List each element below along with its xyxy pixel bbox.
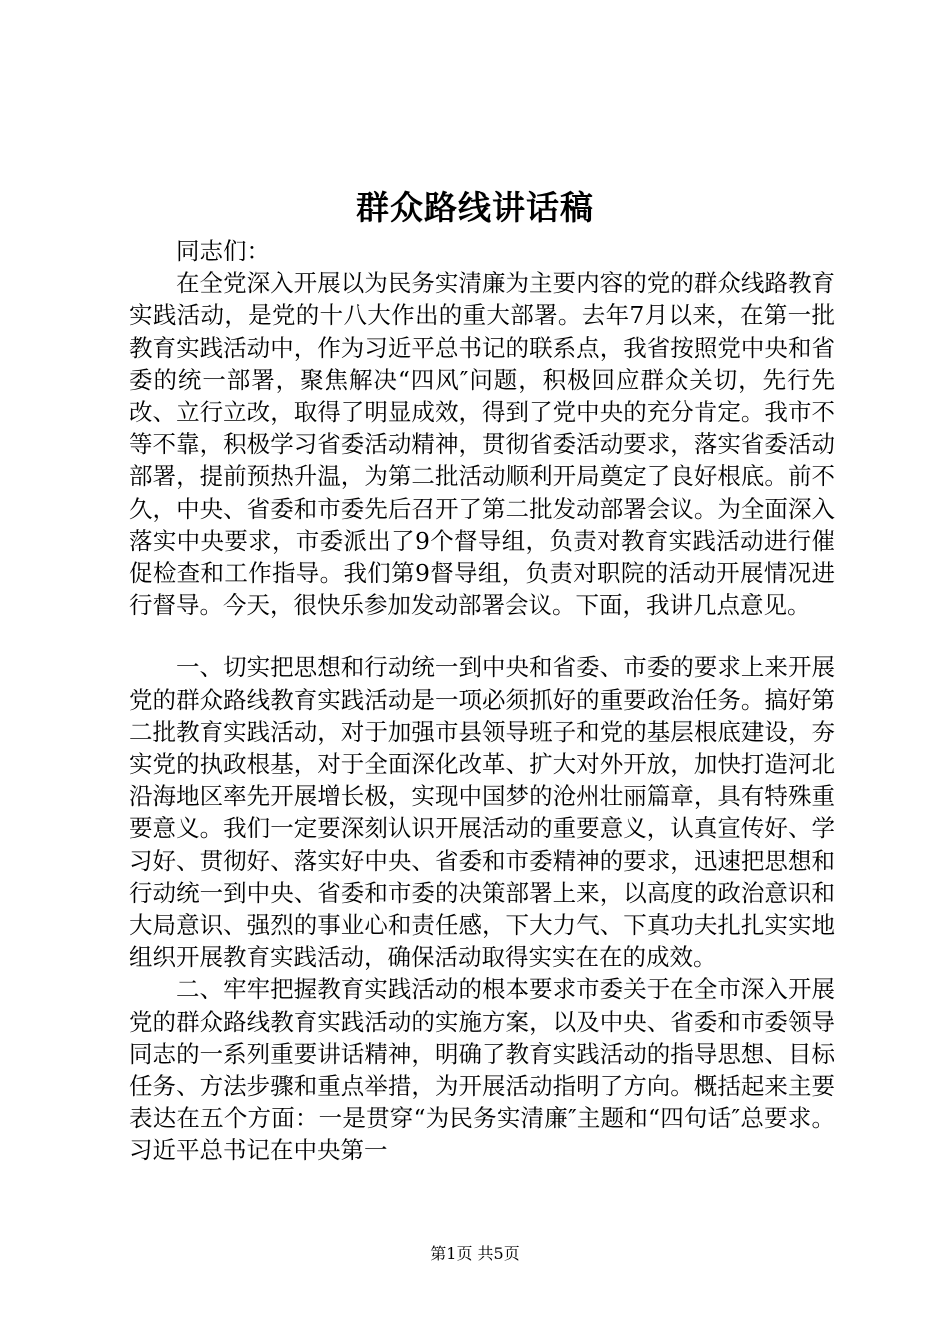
- document-body: [129, 235, 835, 1167]
- paragraph-section-one: 一、切实把思想和行动统一到中央和省委、市委的要求上来开展党的群众路线教育实践活动是一项必须抓好的重要政治任务。搞好第二批教育实践活动，对于加强市县领导班子和党的基层根底建设，夯实党的执政根基，对于全面深化改革、扩大对外开放，加快打造河北沿海地区率先开展增长极，实现中国梦的沧州壮丽篇章，具有特殊重要意义。我们一定要深刻认识开展活动的重要意义，认真宣传好、学习好、贯彻好、落实好中央、省委和市委精神的要求，迅速把思想和行动统一到中央、省委和市委的决策部署上来，以高度的政治意识和大局意识、强烈的事业心和责任感，下大力气、下真功夫扎扎实实地组织开展教育实践活动，确保活动取得实实在在的成效。: [129, 653, 835, 972]
- salutation: 同志们：: [176, 237, 270, 265]
- paragraph-section-two: 二、牢牢把握教育实践活动的根本要求市委关于在全市深入开展党的群众路线教育实践活动的实施方案，以及中央、省委和市委领导同志的一系列重要讲话精神，明确了教育实践活动的指导思想、目标任务、方法步骤和重点举措，为开展活动指明了方向。概括起来主要表达在五个方面：一是贯穿“为民务实清廉″主题和“四句话″总要求。习近平总书记在中央第一: [129, 975, 835, 1165]
- paragraph-intro: 在全党深入开展以为民务实清廉为主要内容的党的群众线路教育实践活动，是党的十八大作出的重大部署。去年7月以来，在第一批教育实践活动中，作为习近平总书记的联系点，我省按照党中央和省委的统一部署，聚焦解决“四风″问题，积极回应群众关切，先行先改、立行立改，取得了明显成效，得到了党中央的充分肯定。我市不等不靠，积极学习省委活动精神，贯彻省委活动要求，落实省委活动部署，提前预热升温，为第二批活动顺利开局奠定了良好根底。前不久，中央、省委和市委先后召开了第二批发动部署会议。为全面深入落实中央要求，市委派出了9个督导组，负责对教育实践活动进行催促检查和工作指导。我们第9督导组，负责对职院的活动开展情况进行督导。今天，很快乐参加发动部署会议。下面，我讲几点意见。: [129, 269, 835, 620]
- page-number-footer: 第1页 共5页: [430, 1244, 520, 1263]
- document-title: 群众路线讲话稿: [356, 188, 594, 227]
